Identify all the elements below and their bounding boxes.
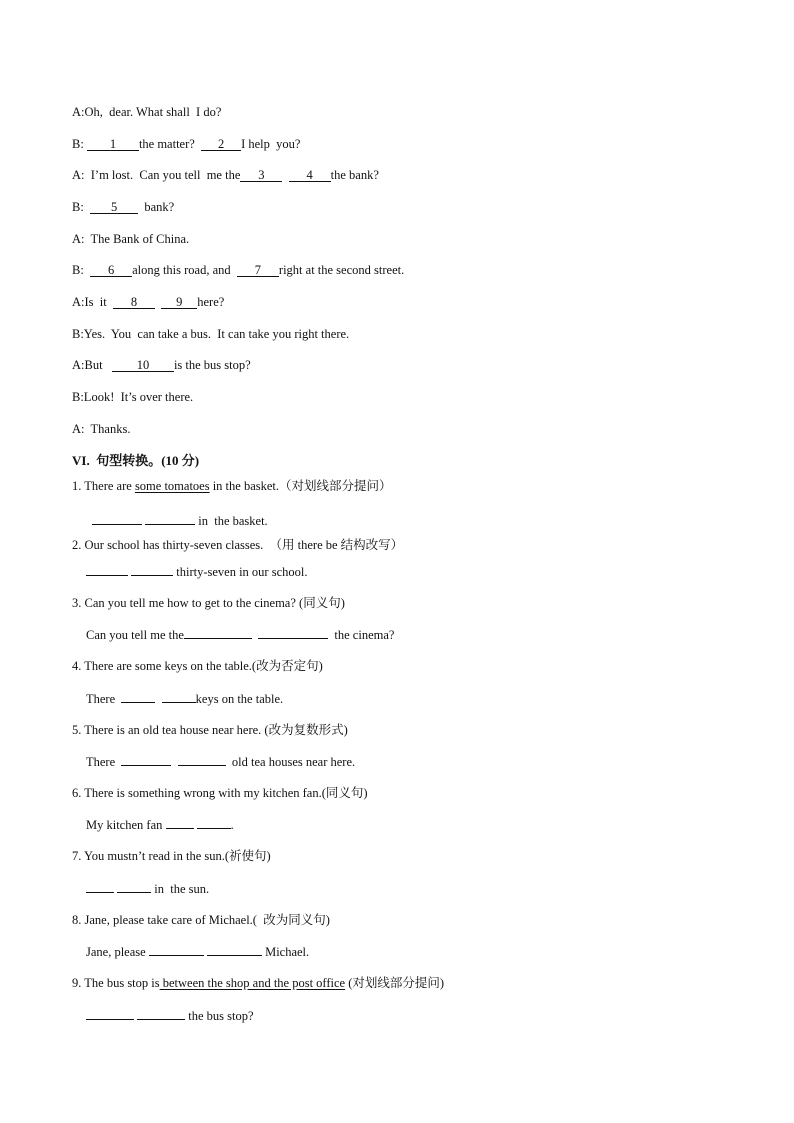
answer-text: thirty-seven in our school. (173, 565, 308, 579)
line-text: here? (197, 295, 225, 309)
answer-text: Michael. (261, 945, 310, 959)
answer-blank[interactable] (86, 563, 128, 576)
blank-6[interactable]: 6 (90, 264, 132, 277)
line-text: is the bus stop? (173, 358, 251, 372)
dialogue-line-3 (72, 167, 379, 183)
underlined-phrase: some tomatoes (134, 479, 210, 493)
answer-9 (86, 1007, 254, 1024)
line-text: A:But (72, 358, 112, 372)
answer-text: My kitchen fan (86, 818, 166, 832)
answer-blank[interactable] (149, 943, 204, 956)
blank-10[interactable]: 10 (112, 359, 174, 372)
dialogue-line-1: A:Oh, dear. What shall I do? (72, 105, 222, 119)
answer-8 (86, 943, 309, 960)
blank-8[interactable]: 8 (113, 296, 155, 309)
answer-text: There (86, 755, 122, 769)
answer-blank[interactable] (184, 626, 252, 639)
line-text: B: (72, 263, 91, 277)
answer-6 (86, 816, 234, 833)
underlined-phrase: between the shop and the post office (159, 976, 346, 990)
dialogue-line-4 (72, 199, 174, 215)
answer-blank[interactable] (92, 512, 142, 525)
line-text: right at the second street. (278, 263, 405, 277)
blank-4[interactable]: 4 (289, 169, 331, 182)
answer-7 (86, 880, 209, 897)
dialogue-line-5: A: The Bank of China. (72, 232, 190, 246)
dialogue-line-2 (72, 136, 300, 152)
answer-text: the bus stop? (185, 1009, 254, 1023)
question-text: in the basket.（对划线部分提问） (209, 479, 392, 493)
question-1 (72, 478, 392, 494)
question-6: 6. There is something wrong with my kitchen fan.(同义句) (72, 786, 368, 800)
line-text: B: (72, 137, 87, 151)
dialogue-line-9 (72, 357, 251, 373)
answer-2 (86, 563, 307, 580)
answer-blank[interactable] (121, 753, 171, 766)
line-text: A:Is it (72, 295, 113, 309)
answer-blank[interactable] (131, 563, 173, 576)
blank-2[interactable]: 2 (201, 138, 241, 151)
answer-blank[interactable] (258, 626, 328, 639)
answer-blank[interactable] (121, 690, 155, 703)
line-text: I help you? (241, 137, 301, 151)
line-text: along this road, and (132, 263, 237, 277)
answer-blank[interactable] (145, 512, 195, 525)
answer-3 (86, 626, 394, 643)
question-9 (72, 975, 444, 991)
answer-blank[interactable] (197, 816, 231, 829)
answer-blank[interactable] (86, 1007, 134, 1020)
line-text: the matter? (138, 137, 202, 151)
answer-5 (86, 753, 355, 770)
question-text: 1. There are (72, 479, 135, 493)
section-heading: VI. 句型转换。(10 分) (72, 453, 200, 468)
answer-blank[interactable] (117, 880, 151, 893)
question-5: 5. There is an old tea house near here. (改为复数形式) (72, 723, 348, 737)
answer-text: . (230, 818, 234, 832)
answer-1 (92, 512, 268, 529)
line-text: the bank? (330, 168, 379, 182)
answer-text: the cinema? (328, 628, 395, 642)
answer-text: keys on the table. (195, 692, 284, 706)
blank-5[interactable]: 5 (90, 201, 138, 214)
dialogue-line-6 (72, 262, 404, 278)
question-text: (对划线部分提问) (345, 976, 445, 990)
answer-text: Can you tell me the (86, 628, 184, 642)
answer-4 (86, 690, 283, 707)
answer-text: in the sun. (151, 882, 210, 896)
answer-blank[interactable] (162, 690, 196, 703)
dialogue-line-8: B:Yes. You can take a bus. It can take you right there. (72, 327, 350, 341)
line-text: bank? (138, 200, 175, 214)
question-text: 9. The bus stop is (72, 976, 160, 990)
answer-blank[interactable] (137, 1007, 185, 1020)
dialogue-line-10: B:Look! It’s over there. (72, 390, 194, 404)
blank-1[interactable]: 1 (87, 138, 139, 151)
line-text: B: (72, 200, 91, 214)
question-7: 7. You mustn’t read in the sun.(祈使句) (72, 849, 271, 863)
dialogue-line-7 (72, 294, 224, 310)
answer-text: old tea houses near here. (225, 755, 356, 769)
blank-9[interactable]: 9 (161, 296, 197, 309)
answer-text: There (86, 692, 122, 706)
dialogue-line-11: A: Thanks. (72, 422, 131, 436)
line-text: A: I’m lost. Can you tell me the (72, 168, 241, 182)
answer-blank[interactable] (166, 816, 194, 829)
answer-blank[interactable] (207, 943, 262, 956)
blank-7[interactable]: 7 (237, 264, 279, 277)
question-3: 3. Can you tell me how to get to the cinema? (同义句) (72, 596, 345, 610)
question-8: 8. Jane, please take care of Michael.( 改为同义句) (72, 913, 330, 927)
question-4: 4. There are some keys on the table.(改为否定句) (72, 659, 323, 673)
answer-text: in the basket. (195, 514, 268, 528)
answer-blank[interactable] (178, 753, 226, 766)
question-2: 2. Our school has thirty-seven classes. （用 there be 结构改写） (72, 538, 404, 552)
answer-text: Jane, please (86, 945, 149, 959)
blank-3[interactable]: 3 (240, 169, 282, 182)
answer-blank[interactable] (86, 880, 114, 893)
